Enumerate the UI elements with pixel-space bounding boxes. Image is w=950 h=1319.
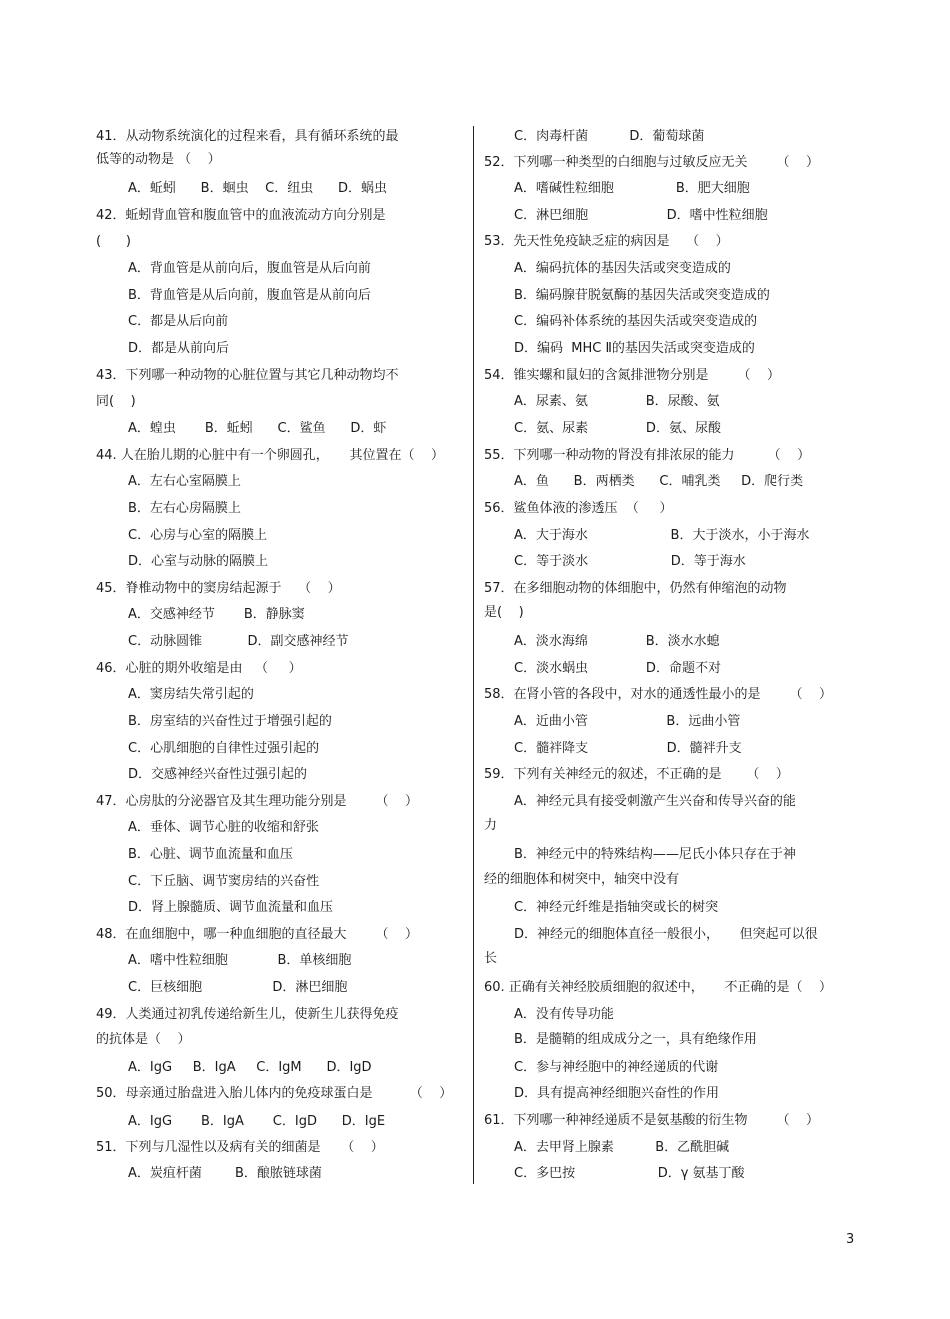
question-line-q47-c: C．下丘脑、调节窦房结的兴奋性 xyxy=(128,874,320,889)
question-line-q42-1: 42．蚯蚓背血管和腹血管中的血液流动方向分别是 xyxy=(96,208,386,223)
question-line-q59-d1: D．神经元的细胞体直径一般很小， 但突起可以很 xyxy=(514,927,818,942)
question-line-q46-a: A．窦房结失常引起的 xyxy=(128,687,254,702)
question-line-q58-cd: C．髓袢降支 D．髓袢升支 xyxy=(514,741,742,756)
question-line-q42-b: B．背血管是从后向前，腹血管是从前向后 xyxy=(128,288,371,303)
question-line-q57-1: 57．在多细胞动物的体细胞中，仍然有伸缩泡的动物 xyxy=(484,581,787,596)
question-line-q41-opt: A．蚯蚓 B．蛔虫 C．纽虫 D．蜗虫 xyxy=(128,181,388,196)
question-line-q53-1: 53．先天性免疫缺乏症的病因是 （ ） xyxy=(484,234,729,249)
question-line-q59-b2: 经的细胞体和树突中，轴突中没有 xyxy=(484,872,680,887)
question-line-q47-b: B．心脏、调节血流量和血压 xyxy=(128,847,293,862)
question-line-q59-a2: 力 xyxy=(484,818,498,833)
question-line-q49-opt: A．IgG B．IgA C．IgM D．IgD xyxy=(128,1060,372,1075)
question-line-q56-ab: A．大于海水 B．大于淡水，小于海水 xyxy=(514,528,810,543)
question-line-q61-cd: C．多巴按 D．γ 氨基丁酸 xyxy=(514,1166,745,1181)
question-line-q59-a1: A．神经元具有接受刺激产生兴奋和传导兴奋的能 xyxy=(514,794,796,809)
question-line-q48-cd: C．巨核细胞 D．淋巴细胞 xyxy=(128,980,348,995)
question-line-q42-c: C．都是从后向前 xyxy=(128,314,229,329)
question-line-q43-1: 43．下列哪一种动物的心脏位置与其它几种动物均不 xyxy=(96,368,399,383)
question-line-q50-1: 50．母亲通过胎盘进入胎儿体内的免疫球蛋白是 （ ） xyxy=(96,1086,453,1101)
question-line-q60-d: D．具有提高神经细胞兴奋性的作用 xyxy=(514,1086,720,1101)
question-line-q58-1: 58．在肾小管的各段中，对水的通透性最小的是 （ ） xyxy=(484,687,832,702)
question-line-q43-2: 同( ) xyxy=(96,394,136,409)
question-line-q52-1: 52．下列哪一种类型的白细胞与过敏反应无关 （ ） xyxy=(484,155,819,170)
question-line-q45-1: 45．脊椎动物中的窦房结起源于 （ ） xyxy=(96,581,341,596)
question-line-q59-d2: 长 xyxy=(484,951,498,966)
question-line-q49-1: 49．人类通过初乳传递给新生儿，使新生儿获得免疫 xyxy=(96,1007,399,1022)
question-line-q48-ab: A．嗜中性粒细胞 B．单核细胞 xyxy=(128,953,352,968)
question-line-q60-a: A．没有传导功能 xyxy=(514,1007,614,1022)
question-line-q42-d: D．都是从前向后 xyxy=(128,341,230,356)
question-line-q57-cd: C．淡水蜗虫 D．命题不对 xyxy=(514,661,721,676)
question-line-q60-c: C．参与神经胞中的神经递质的代谢 xyxy=(514,1060,719,1075)
question-line-q61-1: 61．下列哪一种神经递质不是氨基酸的衍生物 （ ） xyxy=(484,1113,819,1128)
question-line-q46-c: C．心肌细胞的自律性过强引起的 xyxy=(128,741,320,756)
question-line-q51-ab: A．炭疽杆菌 B．酿脓链球菌 xyxy=(128,1166,322,1181)
question-line-q60-b: B．是髓鞘的组成成分之一，具有绝缘作用 xyxy=(514,1032,757,1047)
question-line-q46-1: 46．心脏的期外收缩是由 （ ） xyxy=(96,661,302,676)
question-line-q46-b: B．房室结的兴奋性过于增强引起的 xyxy=(128,714,332,729)
question-line-q57-2: 是( ) xyxy=(484,605,524,620)
question-line-q46-d: D．交感神经兴奋性过强引起的 xyxy=(128,767,308,782)
question-line-q60-1: 60. 正确有关神经胶质细胞的叙述中， 不正确的是（ ） xyxy=(484,980,832,995)
question-line-q45-ab: A．交感神经节 B．静脉窦 xyxy=(128,607,305,622)
question-line-q41-2: 低等的动物是 （ ） xyxy=(96,152,221,167)
question-line-q59-b1: B．神经元中的特殊结构——尼氏小体只存在于神 xyxy=(514,847,796,862)
question-line-q49-2: 的抗体是（ ） xyxy=(96,1032,191,1047)
question-line-q52-ab: A．嗜碱性粒细胞 B．肥大细胞 xyxy=(514,181,750,196)
question-line-q53-b: B．编码腺苷脱氨酶的基因失活或突变造成的 xyxy=(514,288,770,303)
question-line-q44-d: D．心室与动脉的隔膜上 xyxy=(128,554,269,569)
question-line-q48-1: 48．在血细胞中，哪一种血细胞的直径最大 （ ） xyxy=(96,927,418,942)
question-line-q54-ab: A．尿素、氨 B．尿酸、氨 xyxy=(514,394,720,409)
question-line-q42-a: A．背血管是从前向后，腹血管是从后向前 xyxy=(128,261,371,276)
question-line-q43-opt: A．蝗虫 B．蚯蚓 C．鲨鱼 D．虾 xyxy=(128,421,387,436)
question-line-q56-1: 56．鲨鱼体液的渗透压 （ ） xyxy=(484,501,673,516)
question-line-q47-1: 47．心房肽的分泌器官及其生理功能分别是 （ ） xyxy=(96,794,418,809)
question-line-q58-ab: A．近曲小管 B．远曲小管 xyxy=(514,714,741,729)
question-line-q51-cd: C．肉毒杆菌 D．葡萄球菌 xyxy=(514,129,705,144)
question-line-q42-2: ( ) xyxy=(96,234,131,249)
question-line-q59-c: C．神经元纤维是指轴突或长的树突 xyxy=(514,900,719,915)
question-line-q44-c: C．心房与心室的隔膜上 xyxy=(128,528,268,543)
question-line-q53-c: C．编码补体系统的基因失活或突变造成的 xyxy=(514,314,758,329)
question-line-q53-a: A．编码抗体的基因失活或突变造成的 xyxy=(514,261,731,276)
column-divider xyxy=(473,126,474,1184)
question-line-q41-1: 41．从动物系统演化的过程来看，具有循环系统的最 xyxy=(96,129,399,144)
question-line-q44-b: B．左右心房隔膜上 xyxy=(128,501,241,516)
question-line-q54-cd: C．氨、尿素 D．氨、尿酸 xyxy=(514,421,721,436)
question-line-q47-a: A．垂体、调节心脏的收缩和舒张 xyxy=(128,820,319,835)
question-line-q55-1: 55．下列哪一种动物的肾没有排浓尿的能力 （ ） xyxy=(484,448,811,463)
question-line-q54-1: 54．锥实螺和鼠妇的含氮排泄物分别是 （ ） xyxy=(484,368,780,383)
question-line-q50-opt: A．IgG B．IgA C．IgD D．IgE xyxy=(128,1114,386,1129)
question-line-q53-d: D．编码 MHC Ⅱ的基因失活或突变造成的 xyxy=(514,341,755,356)
question-line-q59-1: 59．下列有关神经元的叙述，不正确的是 （ ） xyxy=(484,767,789,782)
question-line-q51-1: 51．下列与几湿性以及病有关的细菌是 （ ） xyxy=(96,1140,384,1155)
page-number: 3 xyxy=(846,1232,855,1247)
question-line-q57-ab: A．淡水海绵 B．淡水水螅 xyxy=(514,634,720,649)
question-line-q44-a: A．左右心室隔膜上 xyxy=(128,474,241,489)
question-line-q61-ab: A．去甲肾上腺素 B．乙酰胆碱 xyxy=(514,1140,730,1155)
question-line-q52-cd: C．淋巴细胞 D．嗜中性粒细胞 xyxy=(514,208,768,223)
question-line-q45-cd: C．动脉圆锥 D．副交感神经节 xyxy=(128,634,349,649)
question-line-q47-d: D．肾上腺髓质、调节血流量和血压 xyxy=(128,900,334,915)
question-line-q56-cd: C．等于淡水 D．等于海水 xyxy=(514,554,746,569)
question-line-q55-opt: A．鱼 B．两栖类 C．哺乳类 D．爬行类 xyxy=(514,474,804,489)
question-line-q44-1: 44. 人在胎儿期的心脏中有一个卵圆孔， 其位置在（ ） xyxy=(96,448,444,463)
